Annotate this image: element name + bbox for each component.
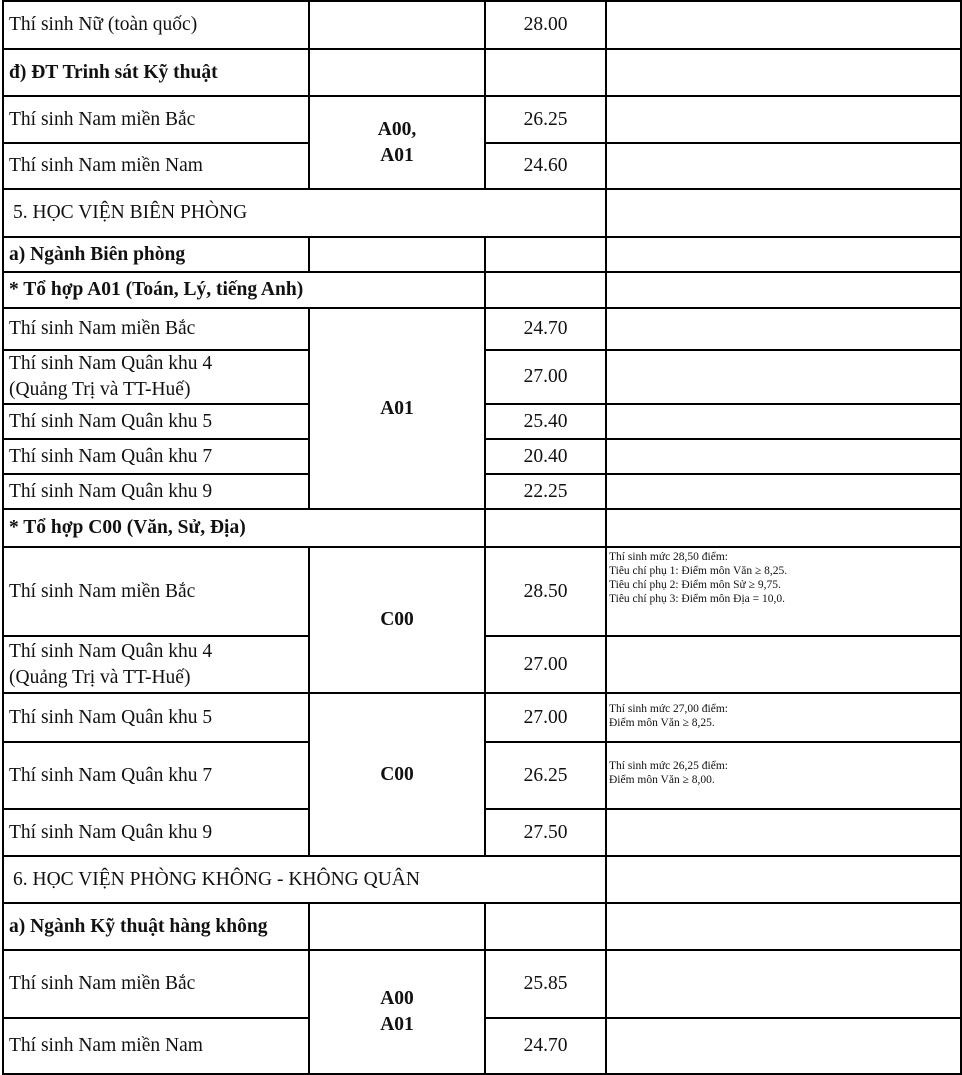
score: 26.25: [485, 96, 606, 143]
candidate-label: Thí sinh Nam Quân khu 5: [3, 404, 309, 439]
tiebreak-note: Thí sinh mức 26,25 điểm: Điểm môn Văn ≥ 8,00.: [606, 742, 961, 809]
candidate-label: Thí sinh Nữ (toàn quốc): [3, 1, 309, 49]
subject-group-code: C00: [309, 693, 485, 856]
table-row: [3, 693, 961, 742]
subject-group-code: A01: [309, 308, 485, 509]
score: 24.70: [485, 1018, 606, 1074]
candidate-label: Thí sinh Nam Quân khu 9: [3, 809, 309, 856]
table-row: [3, 903, 961, 950]
score: 24.60: [485, 143, 606, 189]
table-row: [3, 509, 961, 547]
score: 22.25: [485, 474, 606, 509]
table-row: [3, 237, 961, 272]
table-row: [3, 856, 961, 903]
table-row: [3, 49, 961, 96]
candidate-label: Thí sinh Nam Quân khu 4 (Quảng Trị và TT-Huế): [3, 636, 309, 693]
table-row: [3, 1, 961, 49]
subject-combination-heading: * Tổ hợp C00 (Văn, Sử, Địa): [3, 509, 485, 547]
candidate-label: Thí sinh Nam Quân khu 7: [3, 742, 309, 809]
tiebreak-note: Thí sinh mức 27,00 điểm: Điểm môn Văn ≥ 8,25.: [606, 693, 961, 742]
institute-heading: 5. HỌC VIỆN BIÊN PHÒNG: [3, 189, 606, 237]
candidate-label: Thí sinh Nam Quân khu 9: [3, 474, 309, 509]
subject-group-code: A00, A01: [309, 96, 485, 189]
candidate-label: Thí sinh Nam Quân khu 4 (Quảng Trị và TT-Huế): [3, 350, 309, 404]
table-row: [3, 96, 961, 143]
score: 20.40: [485, 439, 606, 474]
table-row: [3, 950, 961, 1018]
subject-combination-heading: * Tổ hợp A01 (Toán, Lý, tiếng Anh): [3, 272, 485, 308]
candidate-label: Thí sinh Nam miền Bắc: [3, 308, 309, 350]
table-row: [3, 547, 961, 636]
score: 24.70: [485, 308, 606, 350]
major-heading: a) Ngành Kỹ thuật hàng không: [3, 903, 309, 950]
admission-score-table: [2, 0, 962, 1075]
candidate-label: Thí sinh Nam Quân khu 5: [3, 693, 309, 742]
score: 27.00: [485, 636, 606, 693]
score: 27.00: [485, 350, 606, 404]
score: 27.00: [485, 693, 606, 742]
subject-group-code: C00: [309, 547, 485, 693]
table-row: [3, 272, 961, 308]
score: 25.40: [485, 404, 606, 439]
major-heading: đ) ĐT Trinh sát Kỹ thuật: [3, 49, 309, 96]
table-row: [3, 308, 961, 350]
score: 28.50: [485, 547, 606, 636]
institute-heading: 6. HỌC VIỆN PHÒNG KHÔNG - KHÔNG QUÂN: [3, 856, 606, 903]
tiebreak-note: Thí sinh mức 28,50 điểm: Tiêu chí phụ 1: Điểm môn Văn ≥ 8,25. Tiêu chí phụ 2: Điểm môn Sử ≥ 9,75. Tiêu chí phụ 3: Điểm môn Địa = 10,0.: [606, 547, 961, 636]
score: 26.25: [485, 742, 606, 809]
subject-group-code: A00 A01: [309, 950, 485, 1074]
score: 28.00: [485, 1, 606, 49]
score: 27.50: [485, 809, 606, 856]
candidate-label: Thí sinh Nam miền Bắc: [3, 96, 309, 143]
candidate-label: Thí sinh Nam Quân khu 7: [3, 439, 309, 474]
score: 25.85: [485, 950, 606, 1018]
candidate-label: Thí sinh Nam miền Bắc: [3, 950, 309, 1018]
candidate-label: Thí sinh Nam miền Nam: [3, 1018, 309, 1074]
table-row: [3, 189, 961, 237]
candidate-label: Thí sinh Nam miền Bắc: [3, 547, 309, 636]
major-heading: a) Ngành Biên phòng: [3, 237, 309, 272]
candidate-label: Thí sinh Nam miền Nam: [3, 143, 309, 189]
